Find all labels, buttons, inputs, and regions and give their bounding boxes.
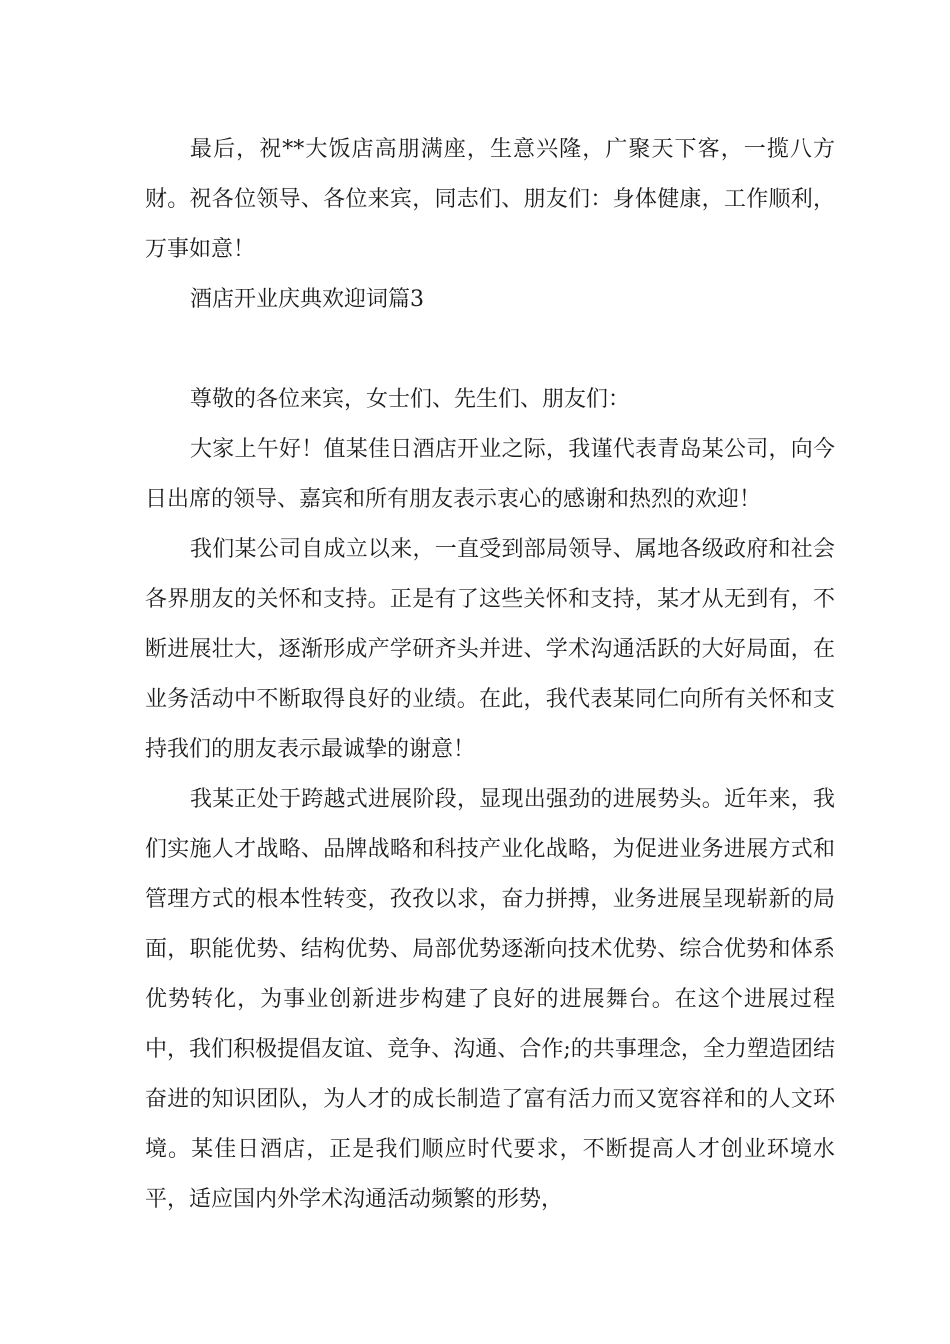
development-paragraph: 我某正处于跨越式进展阶段，显现出强劲的进展势头。近年来，我们实施人才战略、品牌战略和科技产业化战略，为促进业务进展方式和管理方式的根本性转变，孜孜以求，奋力拼搏，业务进展呈现崭新的局面，职能优势、结构优势、局部优势逐渐向技术优势、综合优势和体系优势转化，为事业创新进步构建了良好的进展舞台。在这个进展过程中，我们积极提倡友谊、竞争、沟通、合作;的共事理念，全力塑造团结奋进的知识团队，为人才的成长制造了富有活力而又宽容祥和的人文环境。某佳日酒店，正是我们顺应时代要求，不断提高人才创业环境水平，适应国内外学术沟通活动频繁的形势， — [145, 787, 835, 1212]
closing-paragraph: 最后，祝**大饭店高朋满座，生意兴隆，广聚天下客，一揽八方财。祝各位领导、各位来宾，同志们、朋友们：身体健康，工作顺利，万事如意！ — [145, 137, 835, 262]
company-history-paragraph: 我们某公司自成立以来，一直受到部局领导、属地各级政府和社会各界朋友的关怀和支持。正是有了这些关怀和支持，某才从无到有，不断进展壮大，逐渐形成产学研齐头并进、学术沟通活跃的大好局面，在业务活动中不断取得良好的业绩。在此，我代表某同仁向所有关怀和支持我们的朋友表示最诚挚的谢意！ — [145, 537, 835, 762]
section-heading: 酒店开业庆典欢迎词篇3 — [190, 287, 424, 312]
welcome-paragraph: 大家上午好！值某佳日酒店开业之际，我谨代表青岛某公司，向今日出席的领导、嘉宾和所有朋友表示衷心的感谢和热烈的欢迎！ — [145, 437, 835, 512]
document-body — [145, 125, 835, 1225]
blank-line — [145, 325, 835, 375]
salutation-paragraph: 尊敬的各位来宾，女士们、先生们、朋友们： — [190, 387, 631, 412]
